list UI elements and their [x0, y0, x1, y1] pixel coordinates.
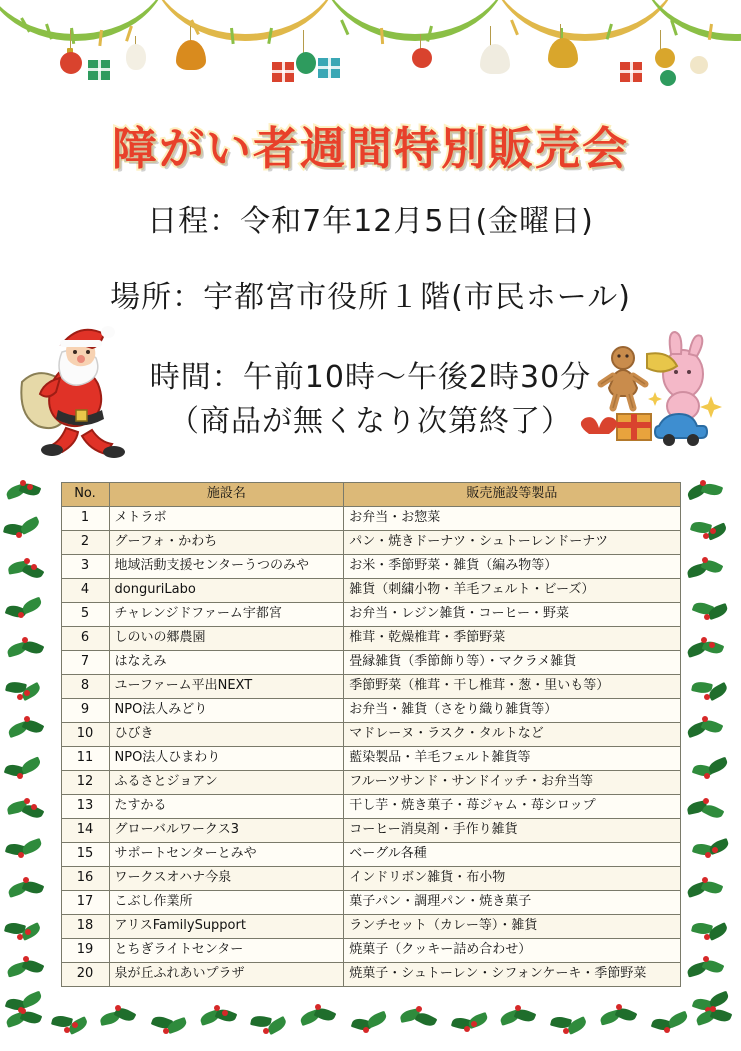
cell-products: 菓子パン・調理パン・焼き菓子 — [344, 891, 680, 915]
cell-facility: ふるさとジョアン — [109, 771, 344, 795]
cell-products: 雑貨（刺繍小物・羊毛フェルト・ビーズ） — [344, 579, 680, 603]
cell-no: 13 — [61, 795, 109, 819]
cell-facility: 泉が丘ふれあいプラザ — [109, 963, 344, 987]
cell-no: 11 — [61, 747, 109, 771]
table-row — [61, 771, 680, 795]
cell-no: 5 — [61, 603, 109, 627]
cell-products: 藍染製品・羊毛フェルト雑貨等 — [344, 747, 680, 771]
table-row — [61, 603, 680, 627]
cell-facility: ワークスオハナ今泉 — [109, 867, 344, 891]
column-header-no: No. — [61, 483, 109, 507]
cell-products: お弁当・お惣菜 — [344, 507, 680, 531]
table-header-row — [61, 483, 680, 507]
cell-no: 1 — [61, 507, 109, 531]
table-row — [61, 507, 680, 531]
cell-products: パン・焼きドーナツ・シュトーレンドーナツ — [344, 531, 680, 555]
event-note-line: （商品が無くなり次第終了） — [169, 404, 572, 439]
vendor-table — [61, 482, 681, 987]
cell-no: 20 — [61, 963, 109, 987]
cell-products: 椎茸・乾燥椎茸・季節野菜 — [344, 627, 680, 651]
table-row — [61, 891, 680, 915]
cell-no: 15 — [61, 843, 109, 867]
cell-facility: グーフォ・かわち — [109, 531, 344, 555]
cell-facility: とちぎライトセンター — [109, 939, 344, 963]
top-garland-decoration — [0, 0, 741, 96]
cell-products: コーヒー消臭剤・手作り雑貨 — [344, 819, 680, 843]
table-row — [61, 819, 680, 843]
christmas-toys-icon — [563, 330, 723, 460]
table-row — [61, 939, 680, 963]
cell-products: ベーグル各種 — [344, 843, 680, 867]
page-title: 障がい者週間特別販売会 — [111, 122, 629, 175]
event-time-line: 時間：午前10時～午後2時30分 — [149, 360, 592, 395]
cell-no: 9 — [61, 699, 109, 723]
cell-facility: はなえみ — [109, 651, 344, 675]
cell-facility: NPO法人みどり — [109, 699, 344, 723]
cell-no: 17 — [61, 891, 109, 915]
cell-facility: NPO法人ひまわり — [109, 747, 344, 771]
cell-facility: ひびき — [109, 723, 344, 747]
column-header-facility: 施設名 — [109, 483, 344, 507]
table-row — [61, 699, 680, 723]
table-body — [61, 507, 680, 987]
cell-no: 4 — [61, 579, 109, 603]
cell-products: お米・季節野菜・雑貨（編み物等） — [344, 555, 680, 579]
cell-facility: たすかる — [109, 795, 344, 819]
cell-products: 焼菓子（クッキー詰め合わせ） — [344, 939, 680, 963]
cell-products: マドレーヌ・ラスク・タルトなど — [344, 723, 680, 747]
cell-facility: しのいの郷農園 — [109, 627, 344, 651]
cell-facility: グローバルワークス3 — [109, 819, 344, 843]
table-row — [61, 531, 680, 555]
santa-claus-icon — [18, 318, 138, 458]
cell-products: 焼菓子・シュトーレン・シフォンケーキ・季節野菜 — [344, 963, 680, 987]
cell-no: 14 — [61, 819, 109, 843]
cell-products: 畳縁雑貨（季節飾り等）・マクラメ雑貨 — [344, 651, 680, 675]
cell-no: 7 — [61, 651, 109, 675]
cell-facility: donguriLabo — [109, 579, 344, 603]
cell-facility: アリスFamilySupport — [109, 915, 344, 939]
table-row — [61, 963, 680, 987]
vendor-table-container — [0, 482, 741, 987]
cell-no: 19 — [61, 939, 109, 963]
table-row — [61, 747, 680, 771]
table-row — [61, 723, 680, 747]
cell-facility: こぶし作業所 — [109, 891, 344, 915]
cell-no: 8 — [61, 675, 109, 699]
event-date-line: 日程：令和7年12月5日(金曜日) — [147, 204, 594, 239]
table-row — [61, 627, 680, 651]
cell-facility: メトラボ — [109, 507, 344, 531]
cell-products: フルーツサンド・サンドイッチ・お弁当等 — [344, 771, 680, 795]
table-row — [61, 555, 680, 579]
event-place-line: 場所：宇都宮市役所１階(市民ホール) — [110, 280, 631, 315]
cell-no: 6 — [61, 627, 109, 651]
cell-no: 2 — [61, 531, 109, 555]
cell-no: 3 — [61, 555, 109, 579]
cell-no: 18 — [61, 915, 109, 939]
holly-border-bottom — [0, 1000, 741, 1046]
table-row — [61, 867, 680, 891]
cell-products: インドリボン雑貨・布小物 — [344, 867, 680, 891]
cell-products: 季節野菜（椎茸・干し椎茸・葱・里いも等） — [344, 675, 680, 699]
cell-no: 10 — [61, 723, 109, 747]
poster-title-container — [0, 112, 741, 177]
cell-products: お弁当・レジン雑貨・コーヒー・野菜 — [344, 603, 680, 627]
table-row — [61, 843, 680, 867]
table-row — [61, 579, 680, 603]
cell-facility: サポートセンターとみや — [109, 843, 344, 867]
cell-products: 干し芋・焼き菓子・苺ジャム・苺シロップ — [344, 795, 680, 819]
cell-facility: チャレンジドファーム宇都宮 — [109, 603, 344, 627]
cell-facility: 地域活動支援センターうつのみや — [109, 555, 344, 579]
cell-no: 16 — [61, 867, 109, 891]
table-row — [61, 915, 680, 939]
table-row — [61, 651, 680, 675]
table-row — [61, 795, 680, 819]
cell-products: お弁当・雑貨（さをり織り雑貨等） — [344, 699, 680, 723]
table-row — [61, 675, 680, 699]
column-header-products: 販売施設等製品 — [344, 483, 680, 507]
cell-no: 12 — [61, 771, 109, 795]
cell-products: ランチセット（カレー等）・雑貨 — [344, 915, 680, 939]
cell-facility: ユーファーム平出NEXT — [109, 675, 344, 699]
